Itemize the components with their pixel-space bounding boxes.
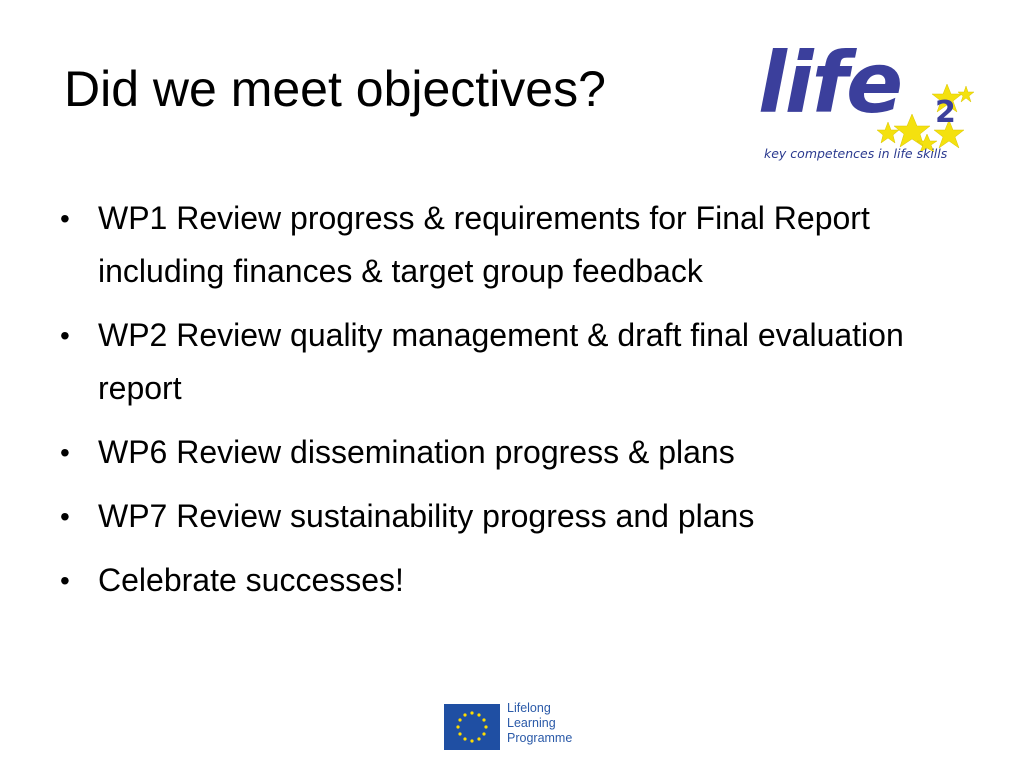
- bullet-icon: •: [60, 565, 70, 596]
- list-item: [58, 426, 973, 479]
- objectives-list: [58, 192, 973, 618]
- bullet-icon: •: [60, 501, 70, 532]
- bullet-text: WP2 Review quality management & draft final evaluation report: [98, 317, 904, 406]
- bullet-icon: •: [60, 437, 70, 468]
- logo-star-2: [958, 86, 974, 102]
- eu-flag-icon: [444, 704, 500, 750]
- logo-subscript: 2: [935, 95, 956, 130]
- list-item: [58, 490, 973, 543]
- list-item: [58, 309, 973, 415]
- programme-line: Programme: [507, 731, 573, 745]
- slide-title: Did we meet objectives?: [64, 61, 606, 117]
- bullet-icon: •: [60, 203, 70, 234]
- bullet-text: Celebrate successes!: [98, 562, 404, 598]
- programme-name: [507, 701, 572, 746]
- programme-line: Lifelong: [507, 701, 551, 715]
- bullet-text: WP7 Review sustainability progress and plans: [98, 498, 755, 534]
- programme-line: Learning: [507, 716, 556, 730]
- logo-wordmark: life: [758, 34, 902, 132]
- bullet-icon: •: [60, 320, 70, 351]
- logo-tagline: key competences in life skills: [764, 146, 948, 161]
- list-item: [58, 554, 973, 607]
- lifelong-learning-programme-logo: [444, 701, 573, 750]
- list-item: [58, 192, 973, 298]
- bullet-text: WP6 Review dissemination progress & plans: [98, 434, 735, 470]
- bullet-text: WP1 Review progress & requirements for Final Report including finances & target group feedback: [98, 200, 870, 289]
